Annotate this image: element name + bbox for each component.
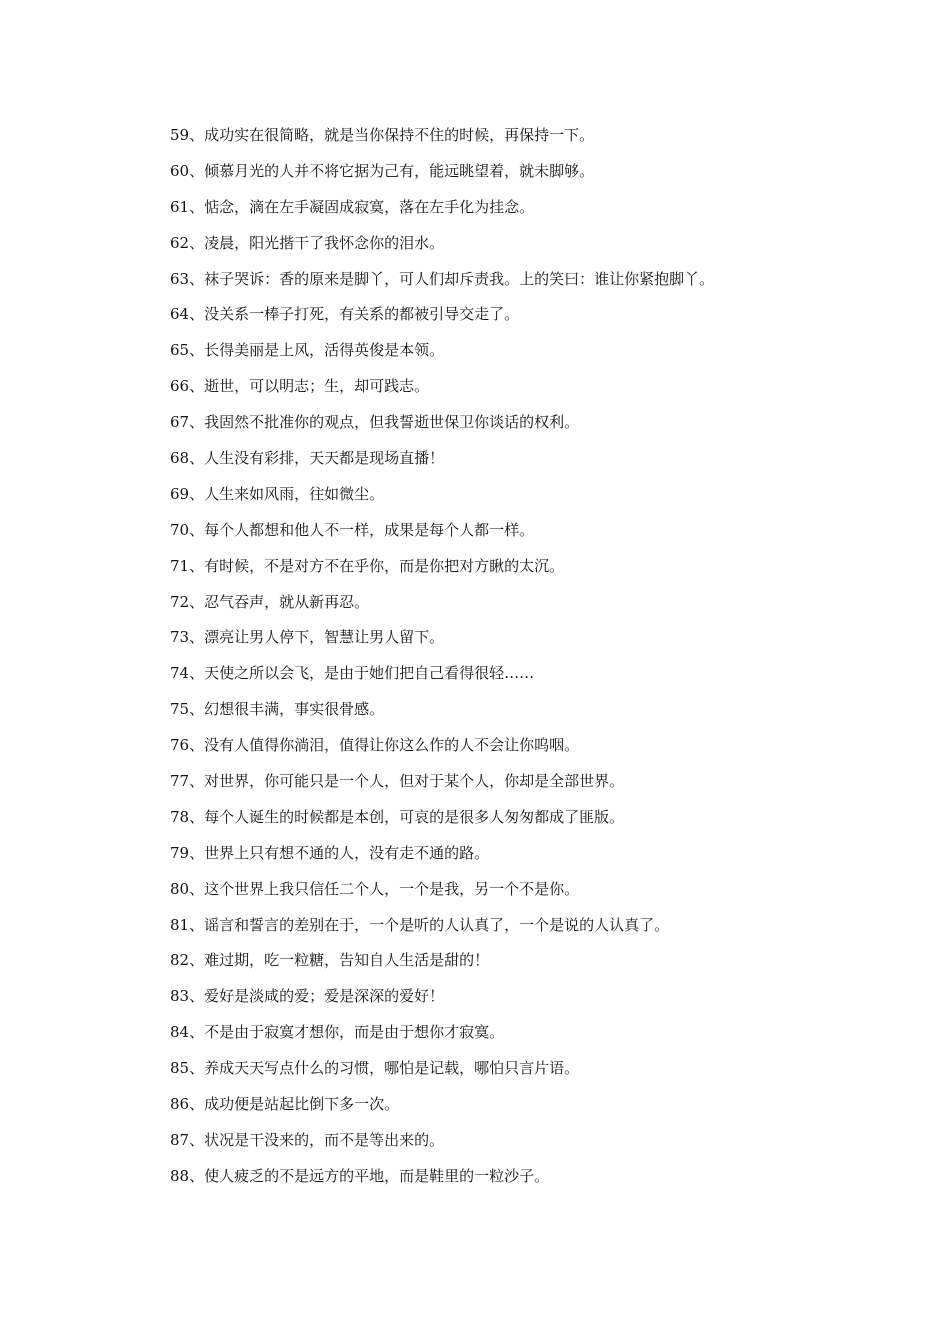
- quote-line: 82、难过期，吃一粒糖，告知自人生活是甜的！: [170, 951, 490, 970]
- quote-line: 70、每个人都想和他人不一样，成果是每个人都一样。: [170, 520, 535, 539]
- quote-line: 85、养成天天写点什么的习惯，哪怕是记载，哪怕只言片语。: [170, 1059, 580, 1078]
- quote-line: 66、逝世，可以明志；生，却可践志。: [170, 377, 430, 396]
- quote-line: 64、没关系一棒子打死，有关系的都被引导交走了。: [170, 305, 520, 324]
- quote-line: 69、人生来如风雨，往如微尘。: [170, 484, 385, 503]
- quote-line: 86、成功便是站起比倒下多一次。: [170, 1095, 400, 1114]
- quote-line: 60、倾慕月光的人并不将它据为己有，能远眺望着，就未脚够。: [170, 161, 595, 180]
- quote-line: 68、人生没有彩排，天天都是现场直播！: [170, 449, 445, 468]
- quote-line: 59、成功实在很简略，就是当你保持不住的时候，再保持一下。: [170, 126, 595, 144]
- quote-line: 63、袜子哭诉：香的原来是脚丫，可人们却斥责我。上的笑曰：谁让你紧抱脚丫。: [170, 269, 715, 288]
- quote-line: 67、我固然不批准你的观点，但我誓逝世保卫你谈话的权利。: [170, 413, 580, 432]
- quote-line: 71、有时候，不是对方不在乎你，而是你把对方瞅的太沉。: [170, 556, 565, 575]
- quote-line: 80、这个世界上我只信任二个人，一个是我，另一个不是你。: [170, 879, 580, 898]
- quote-line: 77、对世界，你可能只是一个人，但对于某个人，你却是全部世界。: [170, 772, 625, 791]
- quote-line: 74、天使之所以会飞，是由于她们把自己看得很轻……: [170, 664, 535, 683]
- quote-line: 83、爱好是淡咸的爱；爱是深深的爱好！: [170, 987, 445, 1006]
- quote-list: [170, 124, 910, 1201]
- quote-line: 79、世界上只有想不通的人，没有走不通的路。: [170, 843, 490, 862]
- quote-line: 84、不是由于寂寞才想你，而是由于想你才寂寞。: [170, 1023, 505, 1042]
- quote-line: 62、凌晨，阳光揩干了我怀念你的泪水。: [170, 233, 445, 252]
- quote-line: 87、状况是干没来的，而不是等出来的。: [170, 1130, 445, 1149]
- quote-line: 88、使人疲乏的不是远方的平地，而是鞋里的一粒沙子。: [170, 1166, 550, 1185]
- quote-line: 73、漂亮让男人停下，智慧让男人留下。: [170, 628, 445, 647]
- quote-line: 65、长得美丽是上风，活得英俊是本领。: [170, 341, 445, 360]
- quote-line: 81、谣言和誓言的差别在于，一个是听的人认真了，一个是说的人认真了。: [170, 915, 670, 934]
- quote-line: 78、每个人诞生的时候都是本创，可哀的是很多人匆匆都成了匪版。: [170, 807, 625, 826]
- quote-line: 76、没有人值得你淌泪，值得让你这么作的人不会让你呜咽。: [170, 736, 580, 755]
- quote-line: 61、惦念，滴在左手凝固成寂寞，落在左手化为挂念。: [170, 197, 535, 216]
- quote-line: 75、幻想很丰满，事实很骨感。: [170, 700, 385, 719]
- quote-line: 72、忍气吞声，就从新再忍。: [170, 592, 370, 611]
